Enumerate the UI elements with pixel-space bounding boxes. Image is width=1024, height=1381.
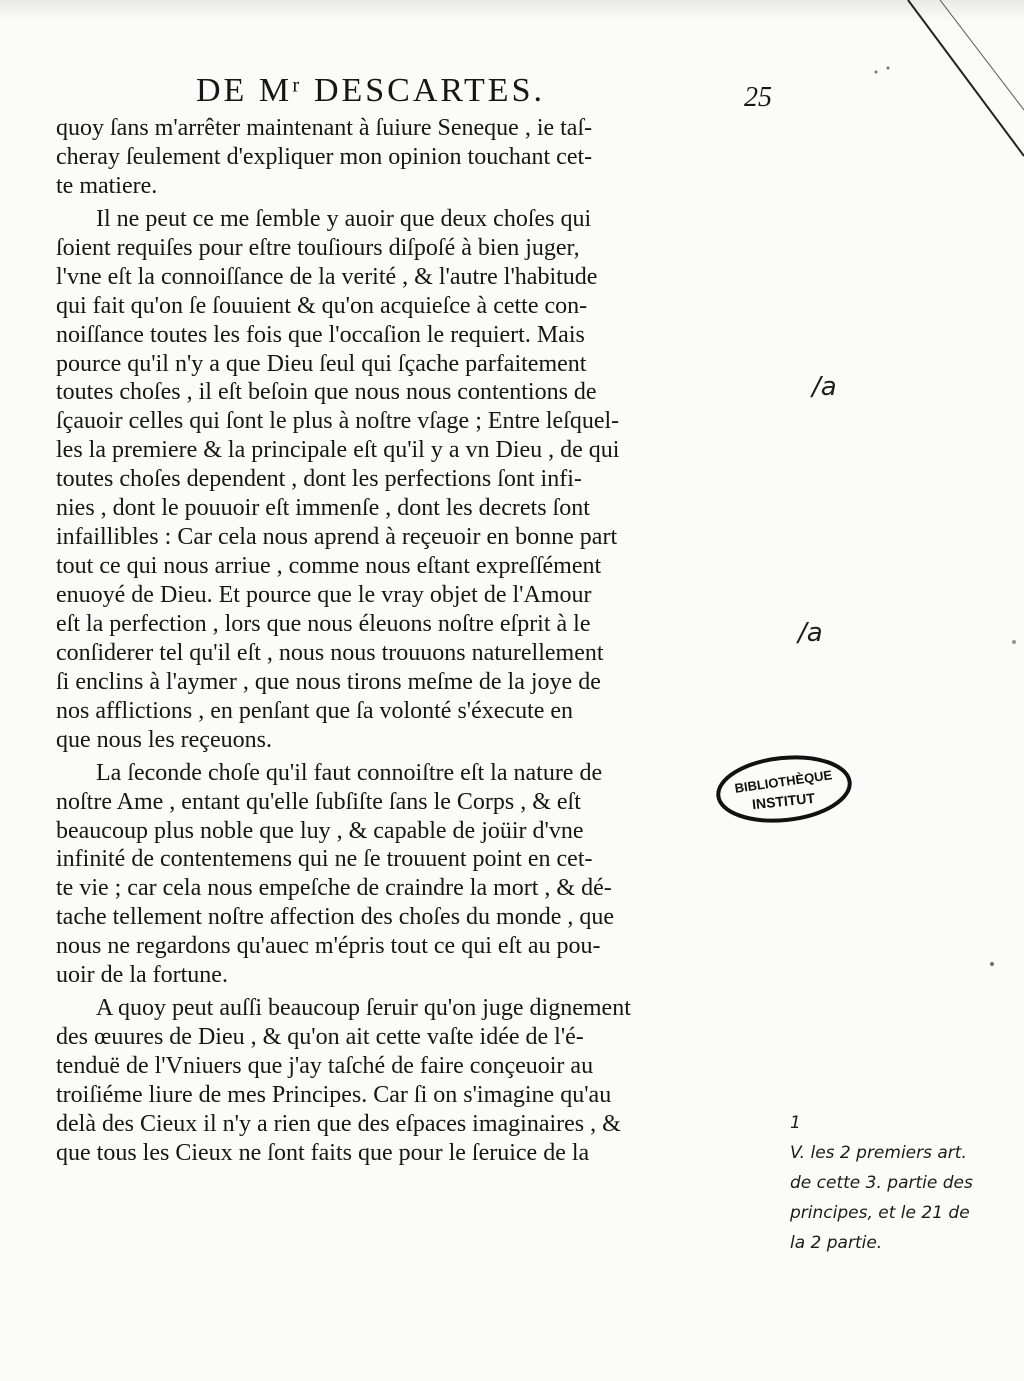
text-line: eſt la perfection , lors que nous éleuons noſtre eſprit à le	[56, 610, 591, 637]
text-line: infaillibles : Car cela nous aprend à reçeuoir en bonne part	[56, 524, 618, 551]
text-line: enuoyé de Dieu. Et pource que le vray objet de l'Amour	[56, 582, 592, 608]
paragraph-2	[56, 205, 772, 755]
margin-note-line: principes, et le 21 de	[790, 1203, 970, 1223]
text-line: pource qu'il n'y a que Dieu ſeul qui ſçache parfaitement	[56, 350, 587, 377]
text-line: quoy ſans m'arrêter maintenant à ſuiure Seneque , ie taſ-	[56, 115, 593, 141]
text-line: toutes choſes , il eſt beſoin que nous nous contentions de	[56, 379, 597, 406]
margin-note-line: 1	[790, 1113, 801, 1133]
paragraph-1	[56, 114, 772, 201]
stamp-line-2: INSTITUT	[751, 789, 816, 813]
text-line: toutes choſes dependent , dont les perfections ſont infi-	[56, 466, 582, 493]
text-line: Il ne peut ce me ſemble y auoir que deux choſes qui	[96, 205, 592, 232]
library-stamp	[714, 754, 854, 824]
paragraph-4	[56, 994, 772, 1168]
scan-speck	[1012, 640, 1016, 644]
text-line: tache tellement noſtre affection des choſes du monde , que	[56, 904, 615, 931]
text-line: te matiere.	[56, 172, 158, 199]
text-line: nous ne regardons qu'auec m'épris tout ce qui eſt au pou-	[56, 933, 601, 960]
text-line: ſi enclins à l'aymer , que nous tirons meſme de la joye de	[56, 668, 601, 695]
text-line: que nous les reçeuons.	[56, 726, 272, 753]
margin-note-line: V. les 2 premiers art.	[790, 1143, 967, 1163]
stamp-line-1: BIBLIOTHÈQUE	[733, 767, 834, 796]
text-line: nos afflictions , en penſant que ſa volonté s'éxecute en	[56, 697, 574, 724]
text-line: La ſeconde choſe qu'il faut connoiſtre eſt la nature de	[96, 759, 603, 786]
text-line: noſtre Ame , entant qu'elle ſubſiſte ſans le Corps , & eſt	[56, 788, 581, 815]
text-line: A quoy peut auſſi beaucoup ſeruir qu'on juge dignement	[96, 995, 631, 1022]
margin-note-a-2: /a	[798, 618, 823, 648]
text-line: delà des Cieux il n'y a rien que des eſpaces imaginaires , &	[56, 1110, 621, 1137]
text-line: te vie ; car cela nous empeſche de craindre la mort , & dé-	[56, 875, 612, 902]
text-line: ſoient requiſes pour eſtre touſiours diſpoſé à bien juger,	[56, 234, 580, 261]
page-number: 25	[744, 82, 772, 113]
text-line: nies , dont le pouuoir eſt immenſe , dont les decrets ſont	[56, 495, 590, 522]
text-line: les la premiere & la principale eſt qu'il y a vn Dieu , de qui	[56, 437, 620, 464]
text-line: cheray ſeulement d'expliquer mon opinion touchant cet-	[56, 143, 593, 170]
margin-note-line: de cette 3. partie des	[790, 1173, 973, 1193]
text-line: tout ce qui nous arriue , comme nous eſtant expreſſément	[56, 553, 602, 580]
body-text	[56, 114, 772, 1168]
paragraph-3	[56, 759, 772, 991]
text-line: qui fait qu'on ſe ſouuient & qu'on acquieſce à cette con-	[56, 292, 588, 319]
text-line: que tous les Cieux ne ſont faits que pour le ſeruice de la	[56, 1139, 590, 1166]
text-line: ſçauoir celles qui ſont le plus à noſtre vſage ; Entre leſquel-	[56, 408, 620, 435]
margin-note-reference	[790, 1108, 1016, 1258]
text-line: infinité de contentemens qui ne ſe trouuent point en cet-	[56, 846, 593, 873]
margin-note-line: la 2 partie.	[790, 1233, 883, 1253]
scan-speck	[990, 962, 994, 966]
text-line: uoir de la fortune.	[56, 962, 228, 989]
running-title: DE Mʳ DESCARTES.	[196, 72, 545, 109]
text-line: des œuures de Dieu , & qu'on ait cette vaſte idée de l'é-	[56, 1024, 584, 1051]
text-line: tenduë de l'Vniuers que j'ay taſché de faire conçeuoir au	[56, 1053, 594, 1079]
margin-note-a-1: /a	[812, 372, 837, 402]
text-line: l'vne eſt la connoiſſance de la verité , & l'autre l'habitude	[56, 263, 598, 290]
text-line: beaucoup plus noble que luy , & capable de joüir d'vne	[56, 817, 584, 844]
text-line: noiſſance toutes les fois que l'occaſion le requiert. Mais	[56, 321, 585, 348]
text-line: conſiderer tel qu'il eſt , nous nous trouuons naturellement	[56, 639, 604, 666]
text-line: troiſiéme liure de mes Principes. Car ſi on s'imagine qu'au	[56, 1081, 612, 1108]
